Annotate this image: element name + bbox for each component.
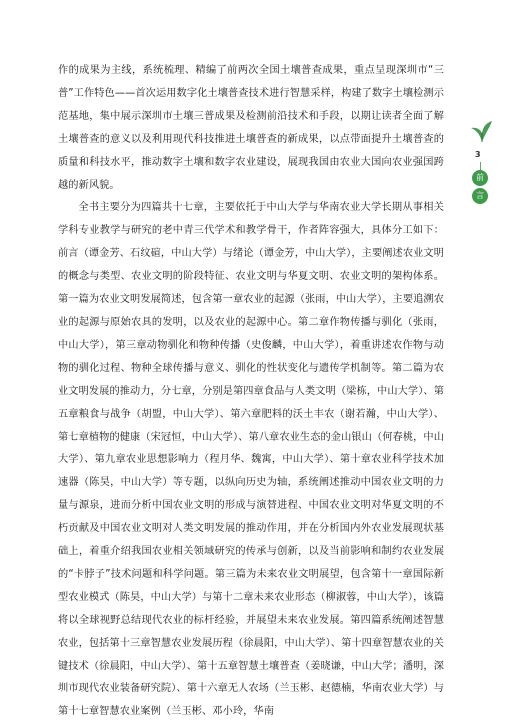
leaf-icon: [467, 116, 497, 146]
section-marker-qian: 前: [472, 170, 488, 186]
side-rail: [453, 116, 505, 236]
page-number: 3: [475, 150, 481, 159]
body-text: [58, 60, 444, 724]
section-marker-yan: 言: [472, 188, 488, 204]
paragraph-book-structure: 全书主要分为四篇共十七章，主要依托于中山大学与华南农业大学长期从事相关学科专业教学与研究的老中青三代学术和教学骨干，作者阵容强大，具体分工如下：前言（谭金芳、石纹碹，中山大学）与绪论（谭金芳，中山大学），主要阐述农业文明的概念与类型、农业文明的阶段特征、农业文明与华夏文明、农业文明的架构体系。第一篇为农业文明发展简述，包含第一章农业的起源（张雨，中山大学），主要追溯农业的起源与原始农具的发明，以及农业的起源中心。第二章作物传播与驯化（张雨，中山大学），第三章动物驯化和物种传播（史俊麟，中山大学），着重讲述农作物与动物的驯化过程、物种全球传播与意义、驯化的性状变化与遗传学机制等。第二篇为农业文明发展的推动力，分七章，分别是第四章食品与人类文明（梁栋，中山大学）、第五章粮食与战争（胡盟，中山大学）、第六章肥料的沃土丰农（谢若瀚，中山大学）、第七章植物的健康（宋冠恒，中山大学）、第八章农业生态的金山银山（何春桃，中山大学）、第九章农业思想影响力（程月华、魏寓，中山大学）、第十章农业科学技术加速器（陈昊，中山大学）等专题，以纵向历史为轴，系统阐述推动中国农业文明的力量与源泉，进而分析中国农业文明的形成与演替进程、中国农业文明对华夏文明的不朽贡献及中国农业文明对人类文明发展的推动作用，并在分析国内外农业发展现状基础上，着重介绍我国农业相关领域研究的传承与创新，以及当前影响和制约农业发展的“卡脖子”技术问题和科学问题。第三篇为未来农业文明展望，包含第十一章国际新型农业模式（陈昊，中山大学）与第十二章未来农业形态（柳淑蓉，中山大学），该篇将以全球视野总结现代农业的标杆经验，并展望未来农业发展。第四篇系统阐述智慧农业，包括第十三章智慧农业发展历程（徐晨阳，中山大学）、第十四章智慧农业的关键技术（徐晨阳，中山大学）、第十五章智慧土壤普查（姜晓谦，中山大学；潘明，深圳市现代农业装备研究院）、第十六章无人农场（兰玉彬、赵德楠，华南农业大学）与第十七章智慧农业案例（兰玉彬、邓小玲，华南: [58, 202, 444, 718]
paragraph-intro-continuation: 作的成果为主线，系统梳理、精编了前两次全国土壤普查成果，重点呈现深圳市“三普”工作特色——首次运用数字化土壤普查技术进行智慧采样，构建了数字土壤检测示范基地，集中展示深圳市土壤三普成果及检测前沿技术和手段，以期让读者全面了解土壤普查的意义以及利用现代科技推进土壤普查的新成果，以点带面提升土壤普查的质量和科技水平，推动数字土壤和数字农业建设，展现我国由农业大国向农业强国跨越的新风貌。: [58, 65, 445, 191]
